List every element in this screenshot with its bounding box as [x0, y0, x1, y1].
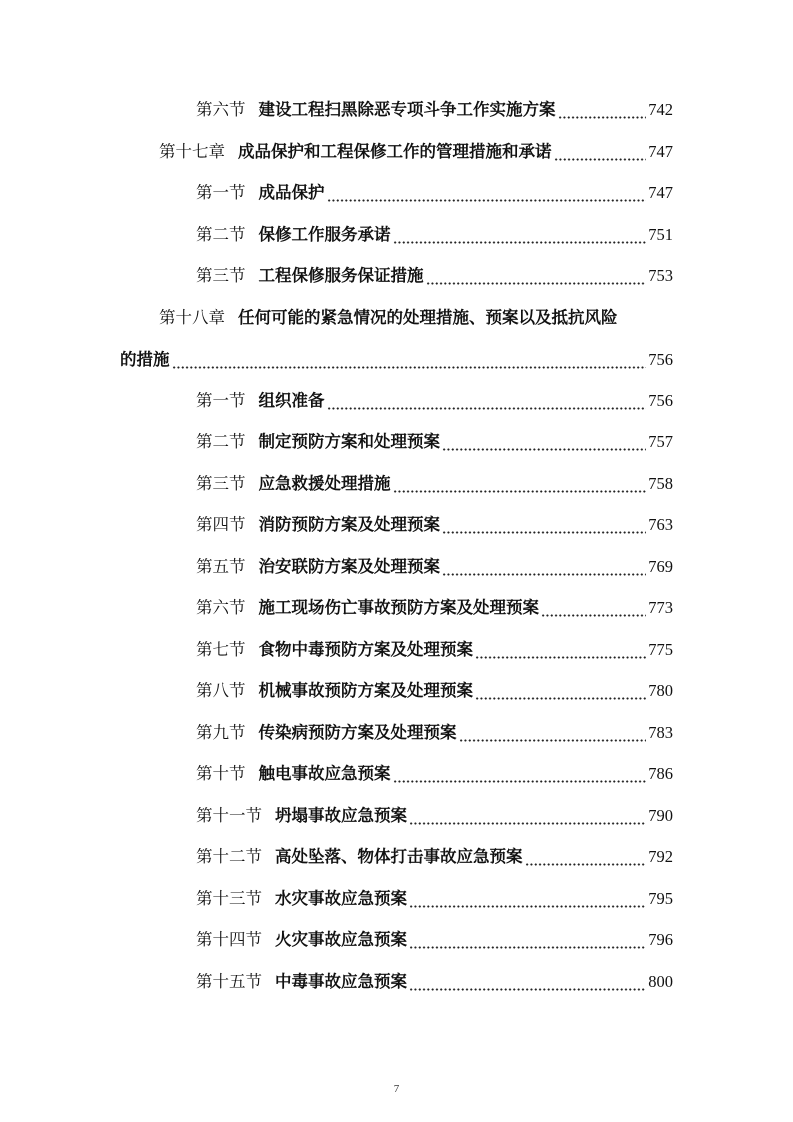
- toc-entry-title: 成品保护和工程保修工作的管理措施和承诺: [238, 142, 552, 161]
- toc-entry-line: [196, 469, 673, 499]
- toc-dot-leader: [442, 427, 646, 457]
- toc-entry[interactable]: [0, 593, 793, 623]
- toc-entry-page: 800: [648, 972, 673, 991]
- toc-entry-page: 751: [648, 225, 673, 244]
- toc-entry-label: 第十节: [196, 764, 246, 783]
- toc-entry-line: [196, 510, 673, 540]
- toc-entry[interactable]: [0, 676, 793, 706]
- toc-entry-line: [196, 718, 673, 748]
- toc-entry-line: [196, 925, 673, 955]
- toc-entry-title: 火灾事故应急预案: [275, 930, 407, 949]
- toc-entry[interactable]: [0, 967, 793, 997]
- toc-entry-label: 第二节: [196, 432, 246, 451]
- toc-entry-title: 水灾事故应急预案: [275, 889, 407, 908]
- toc-entry-line: [196, 801, 673, 831]
- toc-dot-leader: [442, 510, 646, 540]
- toc-entry-page: 747: [648, 142, 673, 161]
- toc-entry-page: 792: [648, 847, 673, 866]
- toc-entry-chapter[interactable]: [0, 137, 793, 167]
- toc-entry-label: 第六节: [196, 598, 246, 617]
- toc-entry-line: [196, 178, 673, 208]
- toc-dot-leader: [475, 676, 646, 706]
- toc-entry-title: 中毒事故应急预案: [275, 972, 407, 991]
- toc-entry-line: [196, 593, 673, 623]
- toc-entry-line: [196, 884, 673, 914]
- toc-entry[interactable]: [0, 635, 793, 665]
- toc-entry-line: [196, 967, 673, 997]
- toc-dot-leader: [393, 220, 647, 250]
- toc-entry-label: 第五节: [196, 557, 246, 576]
- toc-entry-label: 第十八章: [159, 308, 225, 327]
- toc-dot-leader: [558, 95, 647, 125]
- toc-entry-line: [196, 386, 673, 416]
- toc-dot-leader: [393, 759, 647, 789]
- toc-entry-label: 第八节: [196, 681, 246, 700]
- toc-entry-line: [196, 842, 673, 872]
- toc-entry[interactable]: [0, 386, 793, 416]
- toc-entry-line: [159, 303, 673, 333]
- toc-entry-title: 传染病预防方案及处理预案: [258, 723, 457, 742]
- toc-entry-title: 治安联防方案及处理预案: [258, 557, 440, 576]
- toc-entry-title: 制定预防方案和处理预案: [258, 432, 440, 451]
- toc-entry-label: 第一节: [196, 391, 246, 410]
- toc-entry[interactable]: [0, 801, 793, 831]
- toc-entry[interactable]: [0, 759, 793, 789]
- toc-entry[interactable]: [0, 718, 793, 748]
- toc-dot-leader: [327, 386, 647, 416]
- toc-entry[interactable]: [0, 510, 793, 540]
- toc-entry-title: 成品保护: [258, 183, 325, 202]
- toc-entry-title: 食物中毒预防方案及处理预案: [258, 640, 473, 659]
- toc-entry-label: 第四节: [196, 515, 246, 534]
- toc-entry-page: 742: [648, 100, 673, 119]
- toc-dot-leader: [172, 345, 647, 375]
- toc-entry-continuation-line: [120, 345, 673, 375]
- toc-entry-line: [196, 676, 673, 706]
- toc-entry[interactable]: [0, 925, 793, 955]
- toc-entry-label: 第十三节: [196, 889, 262, 908]
- toc-entry-page: 780: [648, 681, 673, 700]
- toc-entry-page: 790: [648, 806, 673, 825]
- toc-entry-line: [196, 427, 673, 457]
- toc-entry[interactable]: [0, 261, 793, 291]
- toc-entry-page: 783: [648, 723, 673, 742]
- toc-entry-label: 第十二节: [196, 847, 262, 866]
- toc-dot-leader: [409, 801, 646, 831]
- toc-entry-page: 786: [648, 764, 673, 783]
- toc-entry[interactable]: [0, 220, 793, 250]
- toc-entry-title: 工程保修服务保证措施: [258, 266, 424, 285]
- toc-dot-leader: [442, 552, 646, 582]
- toc-dot-leader: [525, 842, 647, 872]
- toc-entry-chapter[interactable]: [0, 303, 793, 375]
- toc-entry-page: 775: [648, 640, 673, 659]
- toc-dot-leader: [459, 718, 647, 748]
- toc-dot-leader: [409, 967, 646, 997]
- toc-entry-line: [196, 759, 673, 789]
- toc-entry[interactable]: [0, 842, 793, 872]
- toc-entry-label: 第三节: [196, 266, 246, 285]
- toc-entry-label: 第二节: [196, 225, 246, 244]
- toc-entry-title: 触电事故应急预案: [258, 764, 391, 783]
- toc-entry-page: 747: [648, 183, 673, 202]
- page-number: 7: [393, 1083, 400, 1095]
- toc-entry-label: 第九节: [196, 723, 246, 742]
- toc-entry-title: 施工现场伤亡事故预防方案及处理预案: [258, 598, 539, 617]
- toc-dot-leader: [409, 884, 646, 914]
- toc-entry-label: 第十五节: [196, 972, 262, 991]
- toc-dot-leader: [409, 925, 646, 955]
- toc-entry-title: 高处坠落、物体打击事故应急预案: [275, 847, 523, 866]
- toc-entry-line: [196, 552, 673, 582]
- toc-entry-label: 第七节: [196, 640, 246, 659]
- toc-entry-label: 第十一节: [196, 806, 262, 825]
- toc-entry-page: 756: [648, 391, 673, 410]
- toc-entry-label: 第十四节: [196, 930, 262, 949]
- toc-entry-title-continuation: 的措施: [120, 350, 170, 369]
- toc-entry-page: 795: [648, 889, 673, 908]
- toc-dot-leader: [426, 261, 647, 291]
- toc-dot-leader: [393, 469, 647, 499]
- toc-entry-page: 773: [648, 598, 673, 617]
- toc-entry-page: 757: [648, 432, 673, 451]
- toc-entry-label: 第三节: [196, 474, 246, 493]
- toc-entry-line: [196, 220, 673, 250]
- toc-entry[interactable]: [0, 95, 793, 125]
- toc-entry-title: 组织准备: [258, 391, 325, 410]
- toc-entry-page: 796: [648, 930, 673, 949]
- toc-entry-line: [196, 95, 673, 125]
- toc-entry-page: 758: [648, 474, 673, 493]
- toc-entry[interactable]: [0, 469, 793, 499]
- toc-entry-page: 763: [648, 515, 673, 534]
- toc-dot-leader: [554, 137, 647, 167]
- toc-entry[interactable]: [0, 178, 793, 208]
- toc-entry-label: 第十七章: [159, 142, 225, 161]
- toc-entry-title: 坍塌事故应急预案: [275, 806, 407, 825]
- toc-dot-leader: [541, 593, 646, 623]
- toc-entry[interactable]: [0, 427, 793, 457]
- toc-entry-page: 756: [648, 350, 673, 369]
- toc-entry-label: 第六节: [196, 100, 246, 119]
- toc-entry-title: 建设工程扫黑除恶专项斗争工作实施方案: [258, 100, 556, 119]
- toc-dot-leader: [475, 635, 646, 665]
- toc-entry-line: [196, 635, 673, 665]
- toc-dot-leader: [327, 178, 647, 208]
- toc-entry-title: 机械事故预防方案及处理预案: [258, 681, 473, 700]
- toc-entry-page: 769: [648, 557, 673, 576]
- toc-entry-title: 任何可能的紧急情况的处理措施、预案以及抵抗风险: [238, 308, 618, 327]
- toc-entry-line: [159, 137, 673, 167]
- toc-entry-title: 消防预防方案及处理预案: [258, 515, 440, 534]
- toc-entry-label: 第一节: [196, 183, 246, 202]
- toc-entry[interactable]: [0, 884, 793, 914]
- toc-entry-title: 应急救援处理措施: [258, 474, 391, 493]
- toc-entry-title: 保修工作服务承诺: [258, 225, 391, 244]
- toc-entry-page: 753: [648, 266, 673, 285]
- toc-entry-line: [196, 261, 673, 291]
- toc-entry[interactable]: [0, 552, 793, 582]
